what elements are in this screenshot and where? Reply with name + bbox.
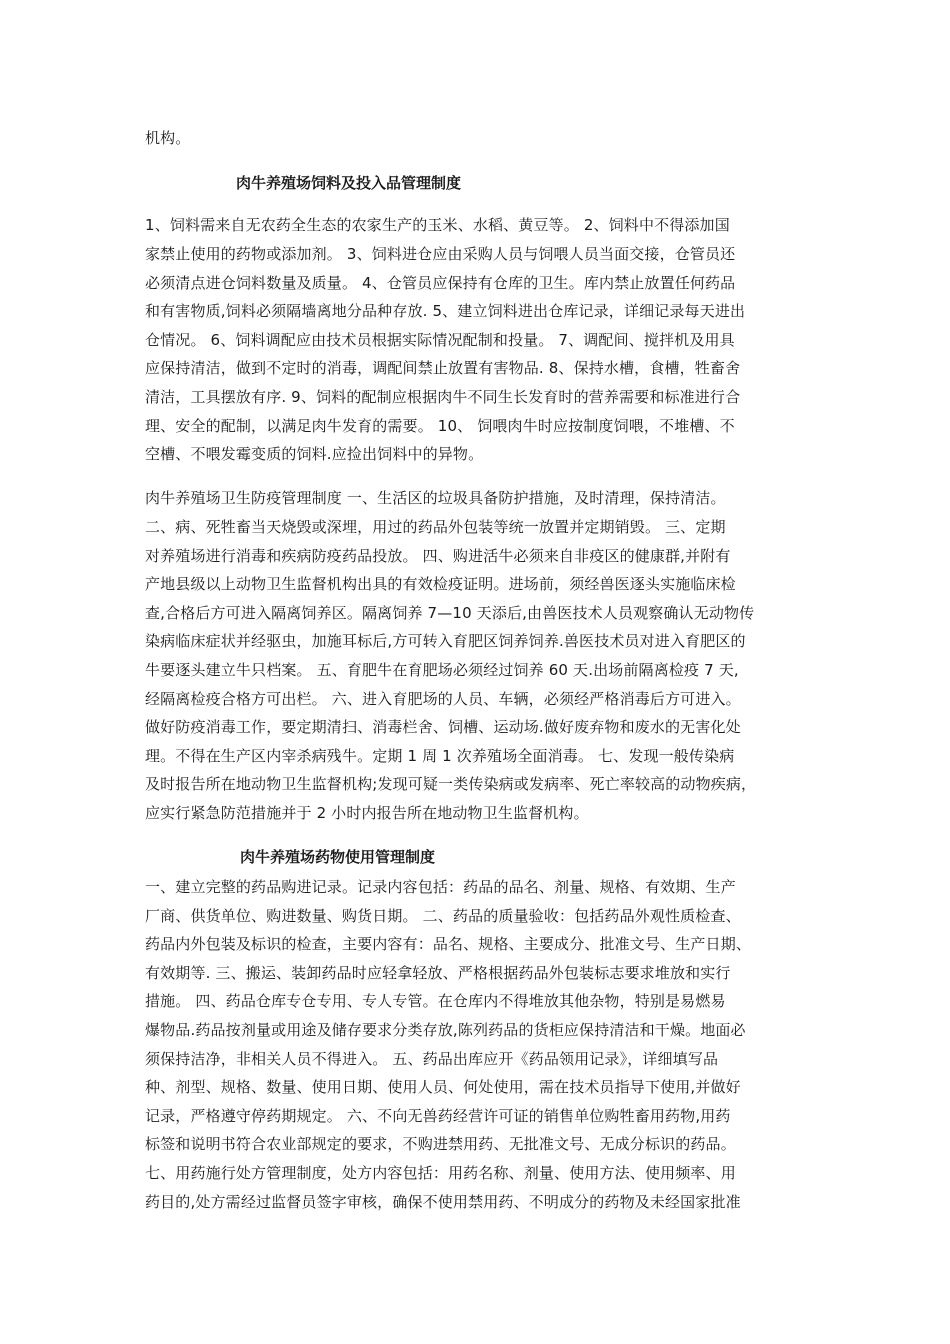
- paragraph-line: 厂商、供货单位、购进数量、购货日期。 二、药品的质量验收：包括药品外观性质检查、: [145, 907, 741, 925]
- paragraph-line: 记录，严格遵守停药期规定。 六、不向无兽药经营许可证的销售单位购牲畜用药物,用药: [145, 1107, 731, 1125]
- paragraph-line: 产地县级以上动物卫生监督机构出具的有效检疫证明。进场前，须经兽医逐头实施临床检: [145, 575, 736, 593]
- paragraph-line: 须保持洁净，非相关人员不得进入。 五、药品出库应开《药品领用记录》，详细填写品: [145, 1050, 719, 1068]
- paragraph-line: 种、剂型、规格、数量、使用日期、使用人员、何处使用，需在技术员指导下使用,并做好: [145, 1078, 741, 1096]
- paragraph-line: 药品内外包装及标识的检查，主要内容有：品名、规格、主要成分、批准文号、生产日期、: [145, 935, 752, 953]
- paragraph-line: 查,合格后方可进入隔离饲养区。隔离饲养 7—10 天添后,由兽医技术人员观察确认无动物传: [145, 604, 755, 622]
- paragraph-line: 有效期等. 三、搬运、装卸药品时应轻拿轻放、严格根据药品外包装标志要求堆放和实行: [145, 964, 731, 982]
- section-title-feed: 肉牛养殖场饲料及投入品管理制度: [236, 174, 462, 192]
- paragraph-line: 应实行紧急防范措施并于 2 小时内报告所在地动物卫生监督机构。: [145, 804, 589, 822]
- paragraph-line: 牛要逐头建立牛只档案。 五、育肥牛在育肥场必须经过饲养 60 天.出场前隔离检疫 7 天,: [145, 661, 739, 679]
- paragraph-line: 药目的,处方需经过监督员签字审核，确保不使用禁用药、不明成分的药物及未经国家批准: [145, 1193, 741, 1211]
- paragraph-line: 1、饲料需来自无农药全生态的农家生产的玉米、水稻、黄豆等。 2、饲料中不得添加国: [145, 216, 730, 234]
- paragraph-line: 二、病、死牲畜当天烧毁或深埋，用过的药品外包装等统一放置并定期销毁。 三、定期: [145, 518, 726, 536]
- paragraph-line: 标签和说明书符合农业部规定的要求，不购进禁用药、无批准文号、无成分标识的药品。: [145, 1135, 736, 1153]
- paragraph-line: 对养殖场进行消毒和疾病防疫药品投放。 四、购进活牛必须来自非疫区的健康群,并附有: [145, 547, 731, 565]
- paragraph-line: 应保持清洁，做到不定时的消毒，调配间禁止放置有害物品. 8、保持水槽，食槽，牲畜舍: [145, 359, 741, 377]
- paragraph-line: 必须清点进仓饲料数量及质量。 4、仓管员应保持有仓库的卫生。库内禁止放置任何药品: [145, 274, 736, 292]
- top-fragment: 机构。: [145, 129, 191, 147]
- paragraph-line: 理、安全的配制，以满足肉牛发育的需要。 10、 饲喂肉牛时应按制度饲喂，不堆槽、不: [145, 417, 735, 435]
- paragraph-line: 爆物品.药品按剂量或用途及储存要求分类存放,陈列药品的货柜应保持清洁和干燥。地面必: [145, 1021, 746, 1039]
- section-title-medication: 肉牛养殖场药物使用管理制度: [240, 848, 436, 866]
- paragraph-line: 做好防疫消毒工作，要定期清扫、消毒栏舍、饲槽、运动场.做好废弃物和废水的无害化处: [145, 718, 741, 736]
- paragraph-line: 经隔离检疫合格方可出栏。 六、进入育肥场的人员、车辆，必须经严格消毒后方可进入。: [145, 690, 741, 708]
- paragraph-line: 及时报告所在地动物卫生监督机构;发现可疑一类传染病或发病率、死亡率较高的动物疾病，: [145, 775, 757, 793]
- paragraph-line: 和有害物质,饲料必须隔墙离地分品种存放. 5、建立饲料进出仓库记录，详细记录每天进出: [145, 302, 746, 320]
- paragraph-line: 七、用药施行处方管理制度，处方内容包括：用药名称、剂量、使用方法、使用频率、用: [145, 1164, 736, 1182]
- paragraph-line: 仓情况。 6、饲料调配应由技术员根据实际情况配制和投量。 7、调配间、搅拌机及用具: [145, 331, 735, 349]
- paragraph-line: 空槽、不喂发霉变质的饲料.应捡出饲料中的异物。: [145, 445, 484, 463]
- paragraph-line: 一、建立完整的药品购进记录。记录内容包括：药品的品名、剂量、规格、有效期、生产: [145, 878, 736, 896]
- paragraph-line: 肉牛养殖场卫生防疫管理制度 一、生活区的垃圾具备防护措施，及时清理，保持清洁。: [145, 489, 726, 507]
- paragraph-line: 措施。 四、药品仓库专仓专用、专人专管。在仓库内不得堆放其他杂物，特别是易燃易: [145, 992, 726, 1010]
- paragraph-line: 家禁止使用的药物或添加剂。 3、饲料进仓应由采购人员与饲喂人员当面交接，仓管员还: [145, 245, 736, 263]
- paragraph-line: 清洁，工具摆放有序. 9、饲料的配制应根据肉牛不同生长发育时的营养需要和标准进行合: [145, 388, 741, 406]
- paragraph-line: 染病临床症状并经驱虫，加施耳标后,方可转入育肥区饲养饲养.兽医技术员对进入育肥区的: [145, 632, 746, 650]
- paragraph-line: 理。不得在生产区内宰杀病残牛。定期 1 周 1 次养殖场全面消毒。 七、发现一般传染病: [145, 747, 735, 765]
